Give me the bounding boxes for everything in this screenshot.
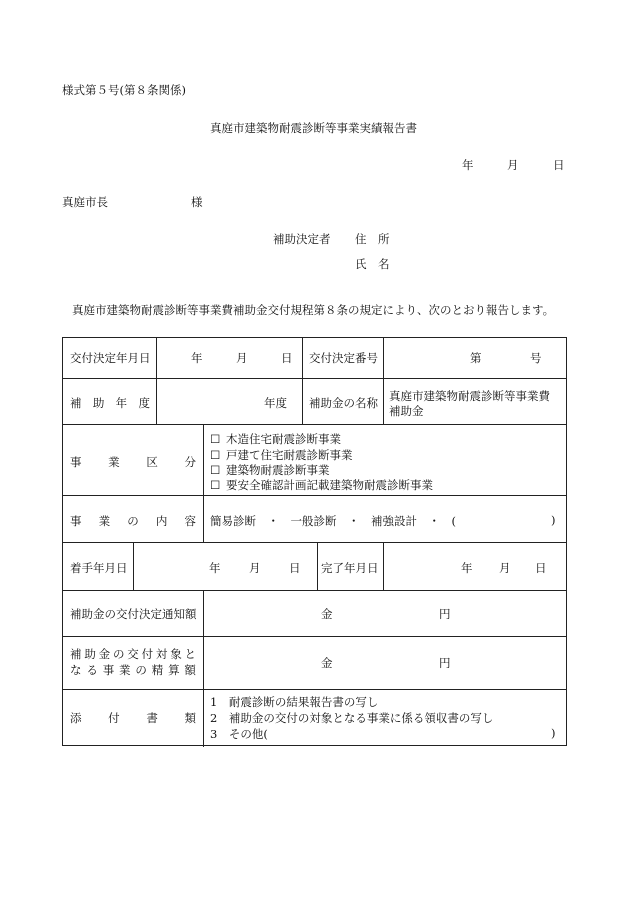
label-char: の — [127, 514, 139, 528]
document-title: 真庭市建築物耐震診断等事業実績報告書 — [210, 121, 417, 135]
checkbox-icon[interactable]: ☐ — [210, 432, 221, 446]
col-divider — [156, 338, 157, 378]
completion-date-label: 完了年月日 — [321, 561, 379, 575]
label-char: 事 — [102, 663, 115, 677]
row-divider — [63, 542, 566, 543]
r5-year2: 年 — [461, 561, 473, 575]
form-number: 様式第５号(第８条関係) — [62, 83, 186, 97]
label-char: る — [86, 663, 98, 677]
label-char: 付 — [108, 711, 120, 725]
category-option-safety-plan[interactable] — [210, 477, 433, 493]
date-year: 年 — [462, 158, 474, 172]
label-char: 容 — [184, 514, 196, 528]
attachment-item-1: 1 耐震診断の結果報告書の写し — [210, 695, 379, 709]
checkbox-icon[interactable]: ☐ — [210, 463, 221, 477]
label-char: 額 — [184, 663, 196, 677]
col-divider — [302, 338, 303, 424]
label-char: 精 — [151, 663, 164, 677]
addressee-suffix: 様 — [191, 195, 203, 209]
subsidy-name-line2: 補助金 — [389, 404, 424, 418]
r1-month: 月 — [236, 351, 248, 365]
label-char: 度 — [138, 396, 150, 410]
r5-day2: 日 — [535, 561, 547, 575]
label-char: 交 — [127, 647, 139, 661]
attachment-item-2: 2 補助金の交付の対象となる事業に係る領収書の写し — [210, 711, 494, 725]
r6-en: 円 — [439, 607, 451, 621]
row-divider — [63, 378, 566, 379]
label-char: 助 — [92, 396, 105, 410]
settlement-amount-label-line1 — [70, 646, 196, 662]
label-char: 添 — [70, 711, 82, 725]
checkbox-icon[interactable]: ☐ — [210, 478, 221, 492]
subsidy-name-line1: 真庭市建築物耐震診断等事業費 — [389, 389, 550, 403]
row-divider — [63, 636, 566, 637]
r1-go: 号 — [530, 351, 542, 365]
project-content-close: ) — [551, 513, 556, 527]
label-char: 業 — [119, 663, 131, 677]
label-char: 金 — [98, 647, 111, 661]
label-char: 年 — [115, 396, 128, 410]
r7-en: 円 — [439, 656, 451, 670]
col-divider — [383, 542, 384, 590]
col-divider — [133, 542, 134, 590]
label-char: 区 — [146, 455, 158, 469]
settlement-amount-label-line2 — [70, 662, 196, 678]
subsidy-fiscal-year-label — [70, 395, 150, 411]
label-char: 業 — [98, 514, 111, 528]
label-char: 対 — [155, 647, 168, 661]
option-label: 戸建て住宅耐震診断事業 — [226, 448, 353, 462]
label-char: 付 — [141, 647, 154, 661]
attachments-label — [70, 710, 196, 726]
date-day: 日 — [553, 158, 565, 172]
date-month: 月 — [507, 158, 519, 172]
label-char: 補 — [70, 396, 82, 410]
label-char: の — [112, 647, 125, 661]
label-char: 補 — [70, 647, 82, 661]
row-divider — [63, 689, 566, 690]
row-divider — [63, 424, 566, 425]
addressee: 真庭市長 — [62, 195, 108, 209]
project-category-label — [70, 454, 196, 470]
r1-day: 日 — [281, 351, 293, 365]
label-char: 事 — [70, 514, 82, 528]
r5-month: 月 — [249, 561, 261, 575]
col-divider — [203, 424, 204, 542]
report-table — [62, 337, 567, 746]
label-char: 業 — [108, 455, 120, 469]
label-char: 象 — [170, 647, 182, 661]
label-char: な — [70, 663, 82, 677]
col-divider — [203, 590, 204, 747]
label-char: 類 — [184, 711, 196, 725]
attachment-item-3-close: ) — [551, 726, 556, 740]
name-label: 氏 名 — [355, 257, 390, 271]
row-divider — [63, 590, 566, 591]
subsidy-name-label: 補助金の名称 — [309, 396, 378, 410]
r5-month2: 月 — [499, 561, 511, 575]
grant-decision-date-label: 交付決定年月日 — [70, 351, 151, 365]
option-label: 要安全確認計画記載建築物耐震診断事業 — [226, 478, 433, 492]
statement: 真庭市建築物耐震診断等事業費補助金交付規程第８条の規定により、次のとおり報告します。 — [72, 303, 555, 317]
project-content-label — [70, 513, 196, 529]
r5-day: 日 — [289, 561, 301, 575]
col-divider — [317, 542, 318, 590]
category-option-building[interactable] — [210, 462, 330, 478]
category-option-detached[interactable] — [210, 447, 353, 463]
label-char: 内 — [155, 514, 168, 528]
label-char: 助 — [84, 647, 96, 661]
label-char: 事 — [70, 455, 82, 469]
label-char: 書 — [146, 711, 158, 725]
r7-kin: 金 — [321, 656, 333, 670]
col-divider — [383, 338, 384, 424]
option-label: 建築物耐震診断事業 — [226, 463, 330, 477]
applicant-label: 補助決定者 — [273, 232, 331, 246]
grant-decision-number-label: 交付決定番号 — [309, 351, 378, 365]
option-label: 木造住宅耐震診断事業 — [226, 432, 341, 446]
label-char: の — [135, 663, 147, 677]
label-char: 算 — [168, 663, 180, 677]
r1-year: 年 — [191, 351, 203, 365]
start-date-label: 着手年月日 — [70, 561, 128, 575]
r6-kin: 金 — [321, 607, 333, 621]
checkbox-icon[interactable]: ☐ — [210, 448, 221, 462]
r5-year: 年 — [209, 561, 221, 575]
decision-notice-amount-label: 補助金の交付決定通知額 — [70, 607, 197, 621]
project-content-options: 簡易診断 ・ 一般診断 ・ 補強設計 ・ ( — [210, 514, 456, 528]
row-divider — [63, 495, 566, 496]
col-divider — [156, 378, 157, 424]
category-option-wooden[interactable] — [210, 431, 341, 447]
r2-nendo: 年度 — [264, 396, 287, 410]
address-label: 住 所 — [355, 232, 390, 246]
attachment-item-3: 3 その他( — [210, 727, 268, 741]
label-char: と — [184, 647, 196, 661]
r1-dai: 第 — [470, 351, 482, 365]
label-char: 分 — [184, 455, 196, 469]
